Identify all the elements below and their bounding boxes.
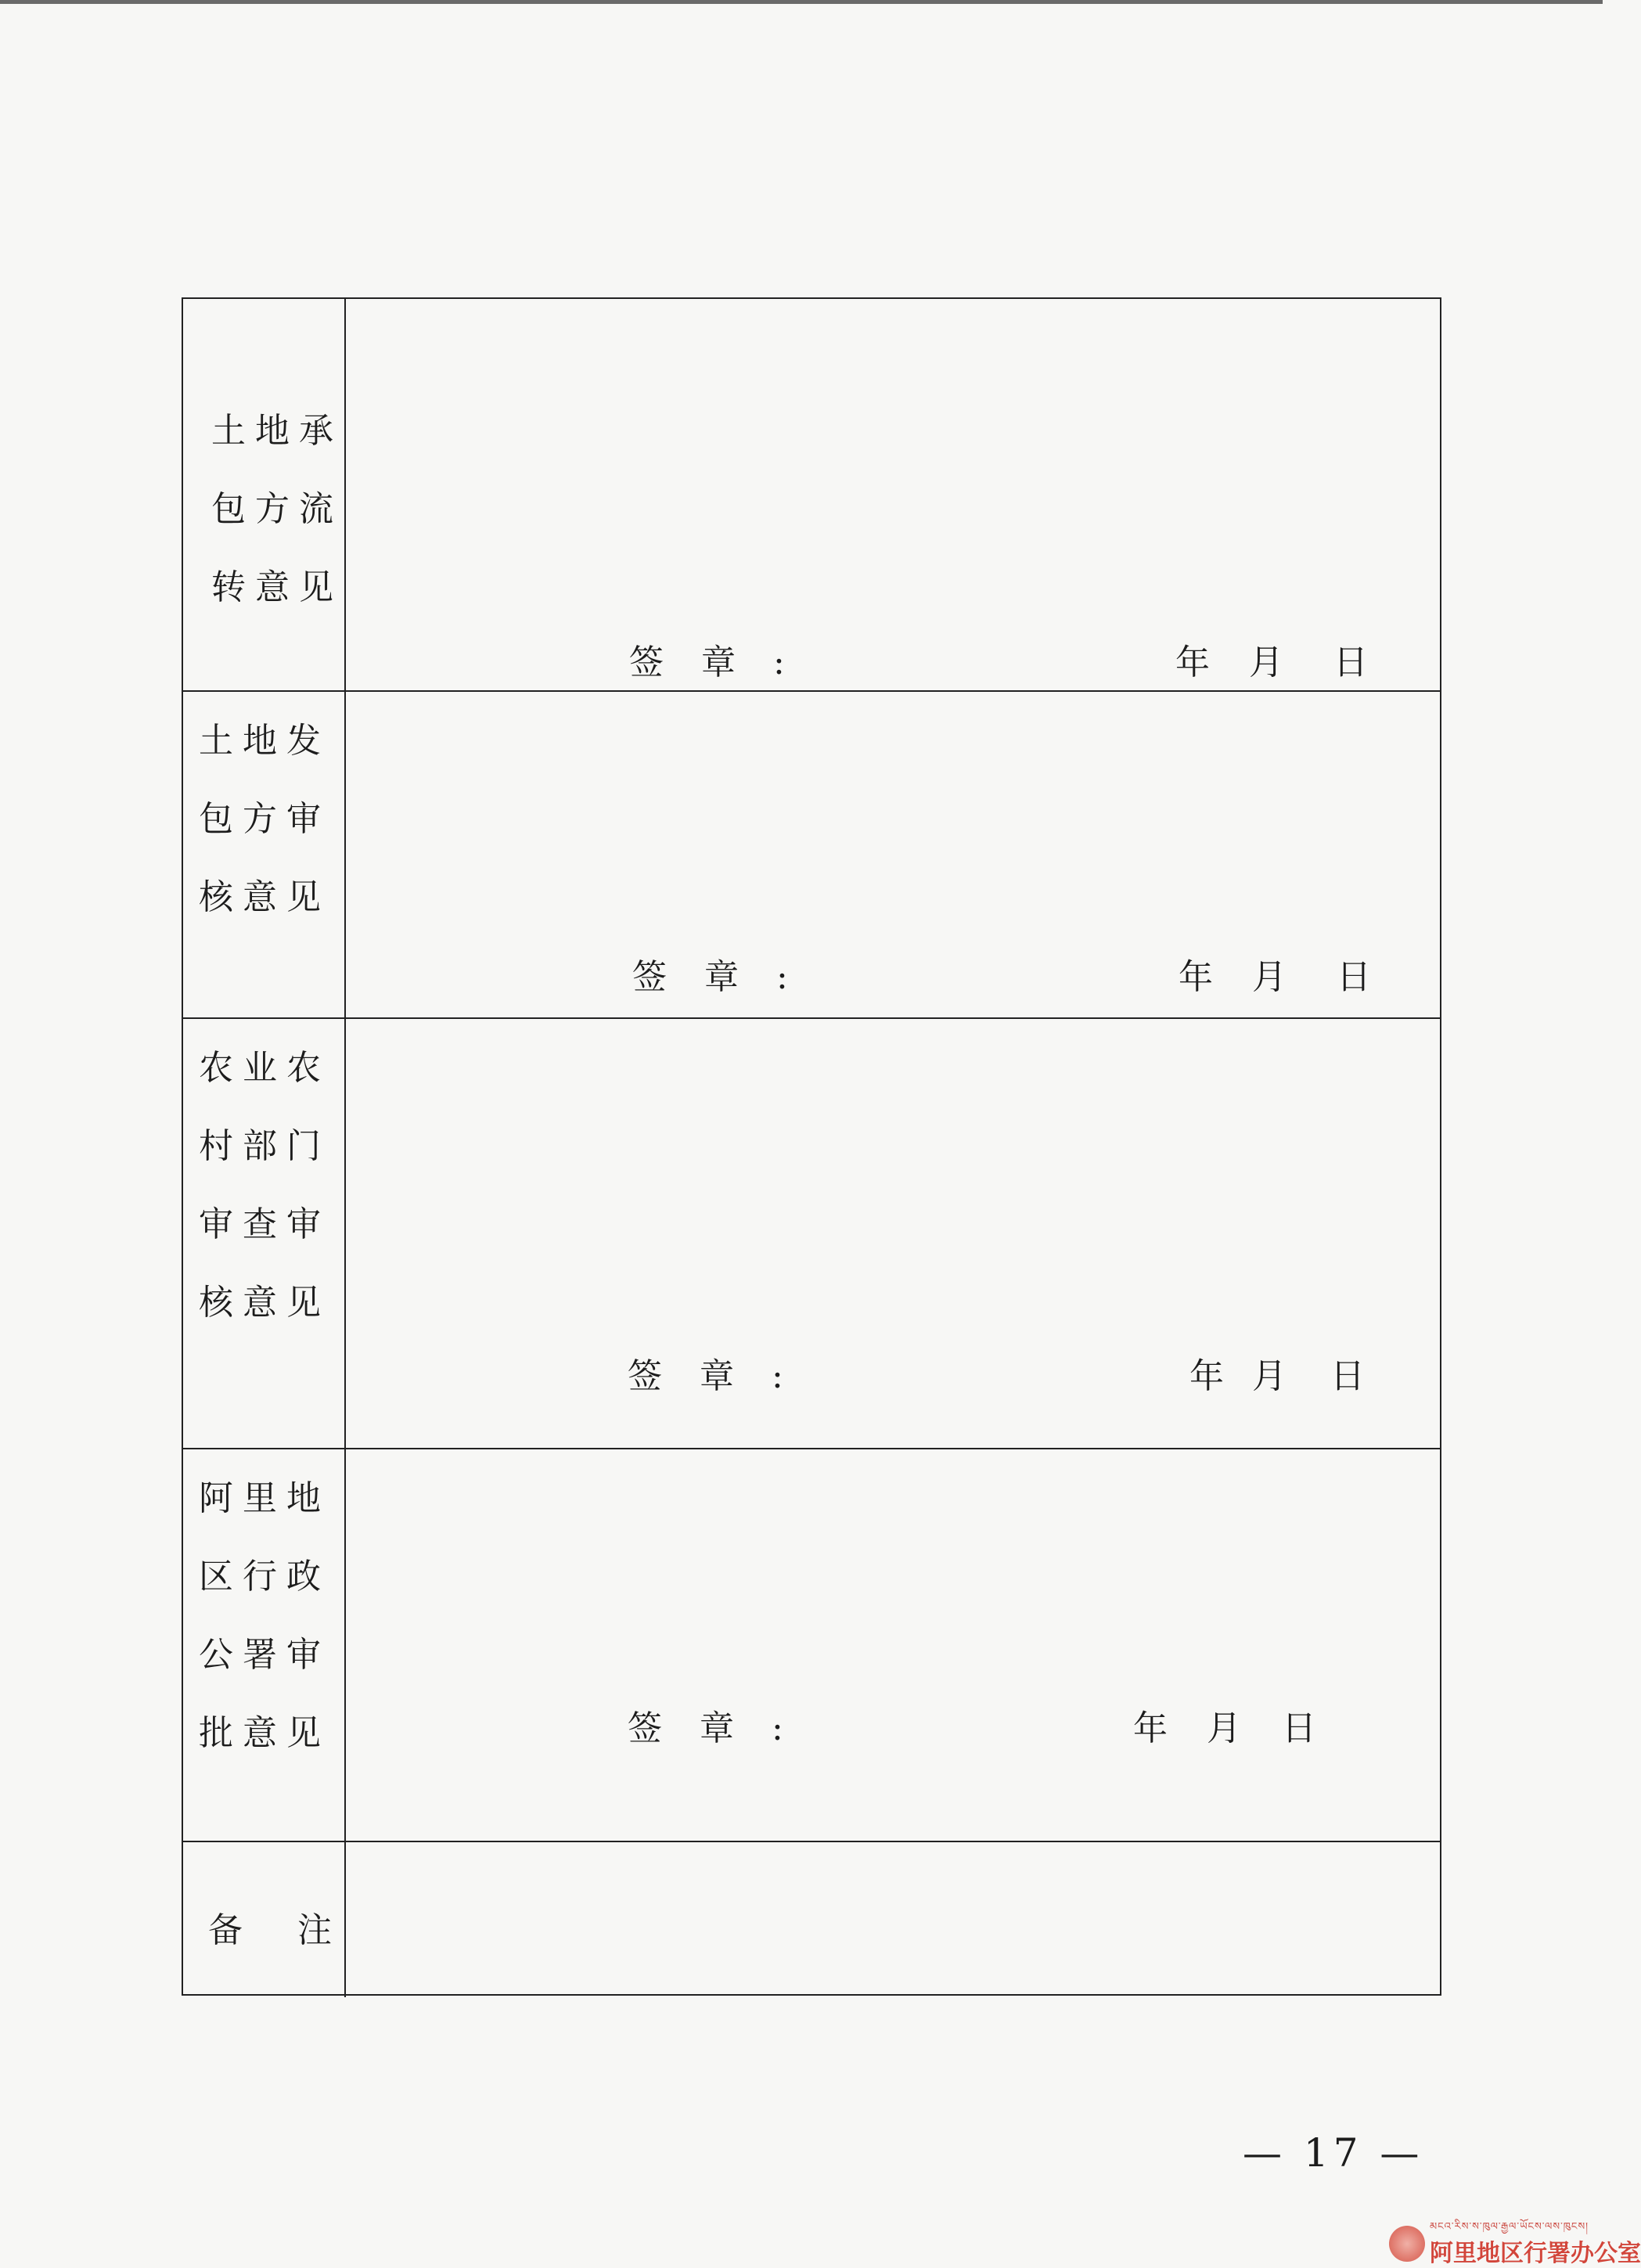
row-label-line: 土地承 [211,411,343,451]
row-label-line: 阿里地 [199,1478,330,1518]
row-label-cell [183,692,346,1017]
row-label-line: 转意见 [211,567,343,607]
date-month-label: 月 [1252,1356,1287,1396]
row-label-cell [183,1842,354,1997]
date-label [1133,1700,1316,1750]
date-month-label: 月 [1249,643,1283,682]
national-emblem-icon [1389,2226,1425,2262]
date-day-label: 日 [1330,1356,1365,1396]
form-row-contractor-opinion [183,299,1440,692]
signature-label: 签章: [632,957,826,997]
date-year-label: 年 [1133,1708,1168,1748]
row-label-line: 审查审 [199,1204,330,1244]
row-label-line: 土地发 [199,721,330,761]
form-row-agriculture-review [183,1019,1440,1449]
form-row-administration-approval [183,1449,1440,1842]
remarks-label: 备 注 [208,1910,354,1950]
row-label-line: 包方审 [199,799,330,839]
signature-label: 签章: [628,1356,821,1396]
approval-form-table [182,297,1441,1996]
date-day-label: 日 [1337,957,1371,997]
scan-top-edge [0,0,1603,4]
row-label-cell [183,299,346,690]
date-label [1175,634,1368,684]
date-year-label: 年 [1175,643,1210,682]
row-label-cell [183,1019,346,1448]
date-label [1189,1348,1365,1398]
row-label-line: 农业农 [199,1048,330,1088]
form-row-remarks [183,1842,1440,1997]
row-label-line: 村部门 [199,1126,330,1166]
date-month-label: 月 [1207,1708,1241,1748]
row-label-cell [183,1449,346,1841]
date-day-label: 日 [1333,643,1368,682]
stamp-tibetan-text: མངའ་རིས་ས་ཁུལ་རྒྱལ་ཡོངས་ལས་ཁུངས། [1430,2221,1589,2233]
signature-label: 签章: [628,1708,821,1748]
office-watermark-stamp [1389,2215,1641,2267]
row-label-line: 核意见 [199,877,330,917]
row-label-line: 包方流 [211,489,343,529]
date-label [1179,949,1371,999]
row-label-line: 核意见 [199,1283,330,1323]
date-year-label: 年 [1189,1356,1224,1396]
date-day-label: 日 [1282,1708,1316,1748]
row-label-line: 区行政 [199,1557,330,1597]
date-year-label: 年 [1179,957,1213,997]
row-label-line: 批意见 [199,1713,330,1753]
page-number: — 17 — [1243,2130,1424,2176]
signature-label: 签章: [629,643,822,682]
stamp-office-name: 阿里地区行署办公室 [1430,2240,1641,2267]
row-label-line: 公署审 [199,1635,330,1675]
form-row-issuer-review [183,692,1440,1019]
date-month-label: 月 [1252,957,1287,997]
